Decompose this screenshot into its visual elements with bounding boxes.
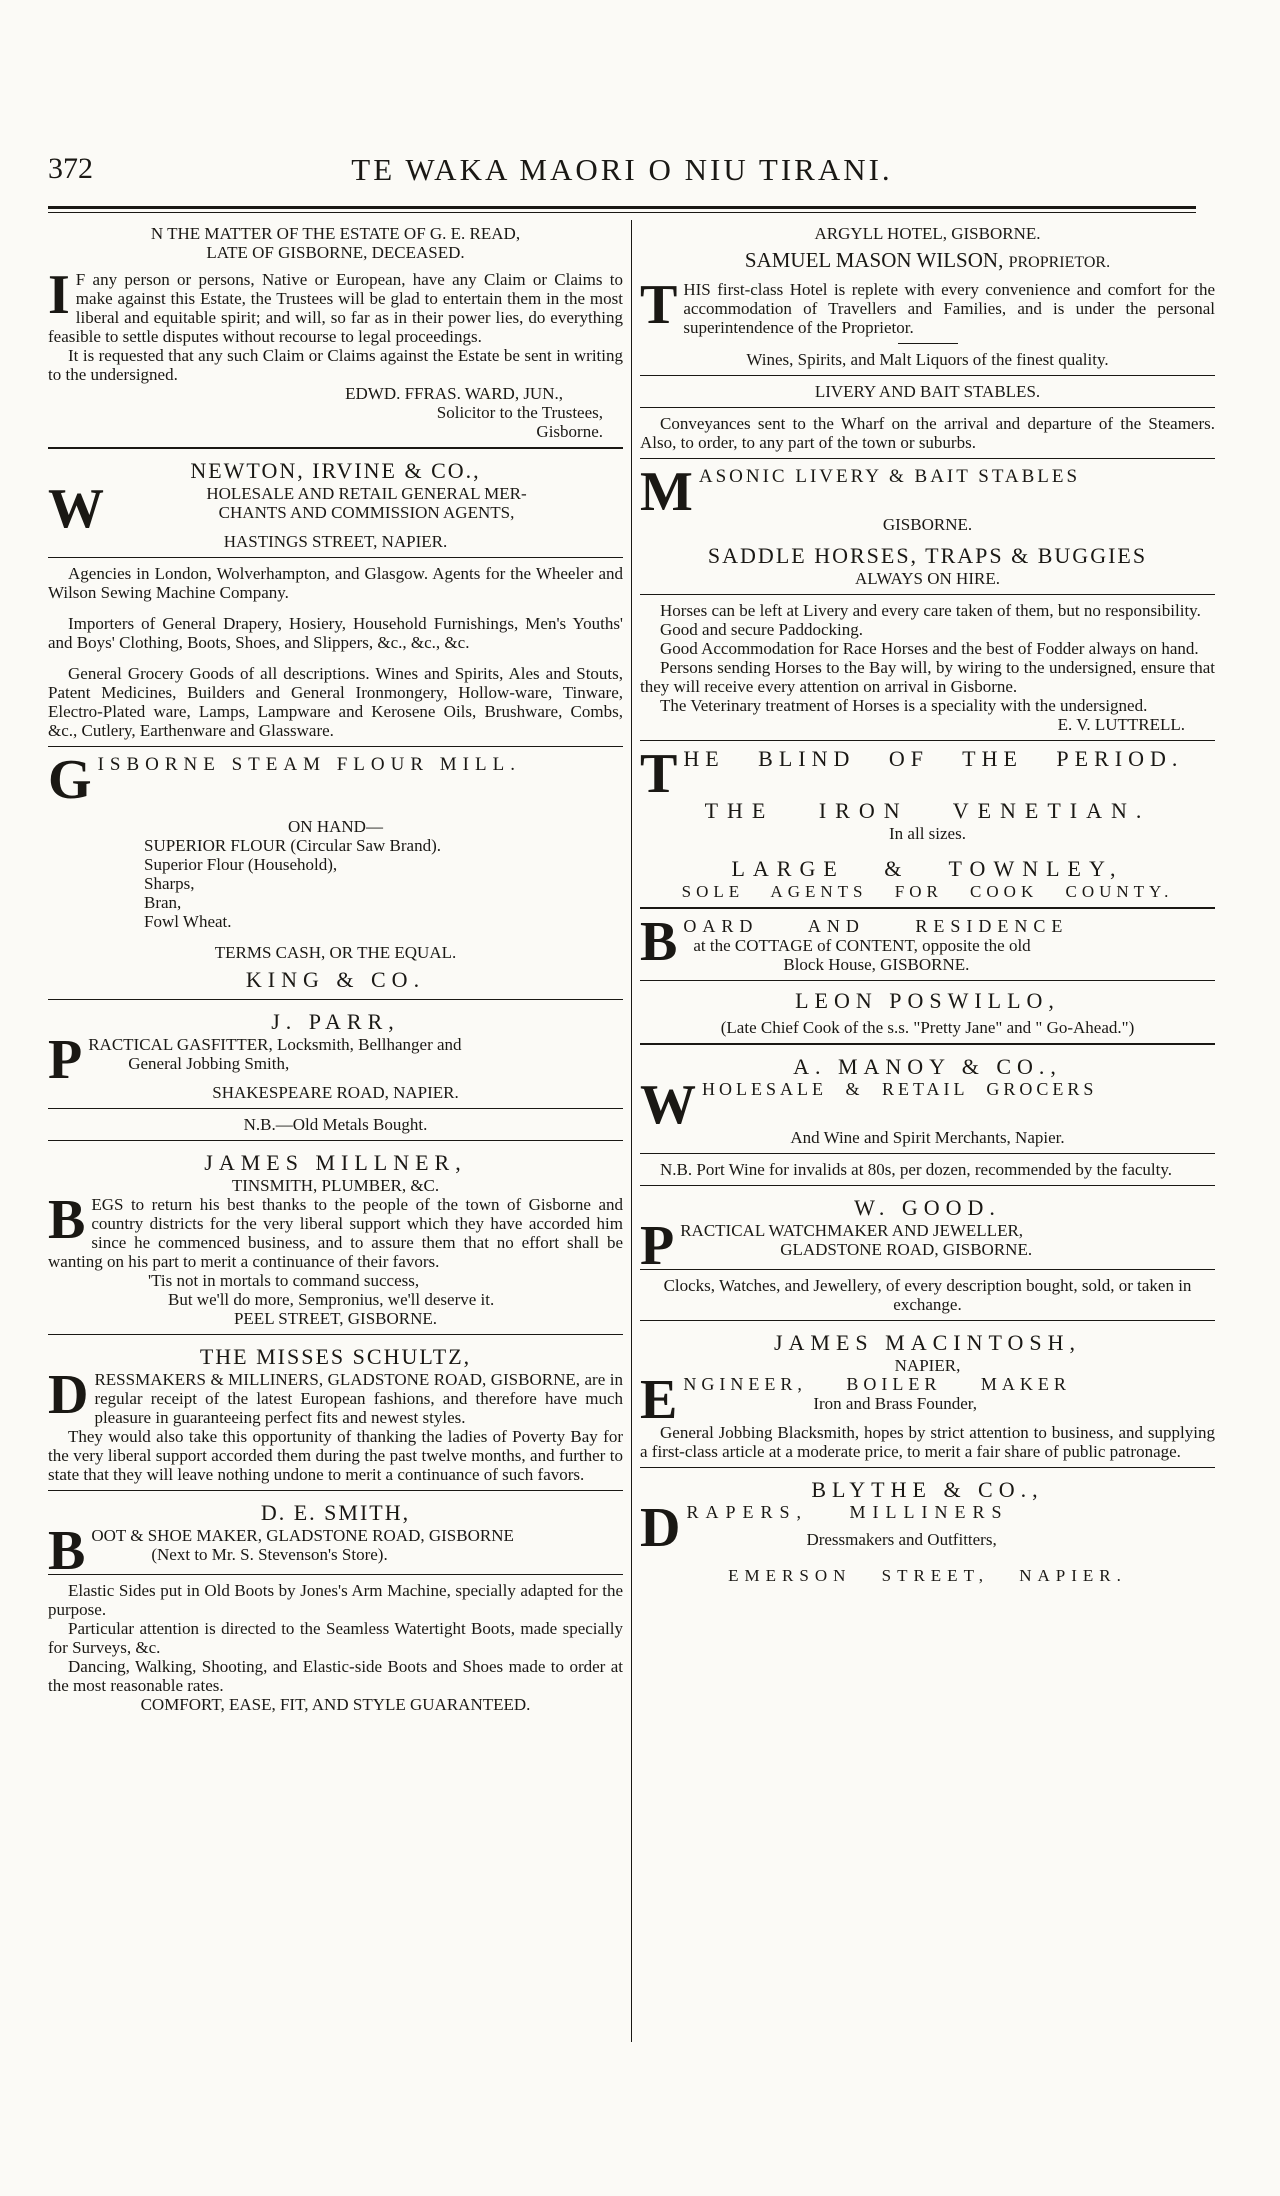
blind-drop-cap: T xyxy=(640,743,678,805)
good-line-1: RACTICAL WATCHMAKER AND JEWELLER, xyxy=(680,1221,1024,1240)
read-body: F any person or persons, Native or European, have any Claim or Claims to make against this Estate, the Trustees will be glad to entertain them in the most liberal and equitable spirit; and will, so far as in their power lies, do everything feasible to settle disputes without recourse to legal proceedings. xyxy=(48,270,623,346)
good-line-2: GLADSTONE ROAD, GISBORNE. xyxy=(780,1240,1033,1259)
ad-manoy xyxy=(640,1051,1215,1186)
masonic-heading: ASONIC LIVERY & BAIT STABLES xyxy=(698,466,1081,487)
argyll-drop-cap: T xyxy=(640,274,678,336)
divider xyxy=(48,557,623,558)
blind-sizes: In all sizes. xyxy=(889,824,966,843)
good-body: Clocks, Watches, and Jewellery, of every description bought, sold, or taken in exchange. xyxy=(663,1276,1192,1314)
divider xyxy=(48,1574,623,1575)
smith-motto: COMFORT, EASE, FIT, AND STYLE GUARANTEED. xyxy=(140,1695,531,1714)
argyll-prop-title: PROPRIETOR. xyxy=(1008,254,1111,271)
blind-firm: LARGE & TOWNLEY, xyxy=(731,856,1124,881)
ad-parr xyxy=(48,1006,623,1141)
parr-address: SHAKESPEARE ROAD, NAPIER. xyxy=(212,1083,459,1102)
blythe-drop-cap: D xyxy=(640,1497,681,1559)
millner-name: JAMES MILLNER, xyxy=(204,1150,467,1175)
ad-argyll-hotel xyxy=(640,222,1215,459)
header-rule xyxy=(48,206,1196,209)
flour-item: SUPERIOR FLOUR (Circular Saw Brand). xyxy=(144,836,442,855)
masonic-drop-cap: M xyxy=(640,461,693,523)
parr-drop-cap: P xyxy=(48,1029,83,1091)
ad-board-residence xyxy=(640,911,1215,1045)
blind-heading: HE BLIND OF THE PERIOD. xyxy=(683,746,1184,771)
argyll-proprietor: SAMUEL MASON WILSON, xyxy=(744,248,1004,272)
smith-line-2: (Next to Mr. S. Stevenson's Store). xyxy=(151,1545,388,1564)
manoy-note: N.B. Port Wine for invalids at 80s, per dozen, recommended by the faculty. xyxy=(660,1160,1173,1179)
newton-grocery: General Grocery Goods of all descriptions. Wines and Spirits, Ales and Stouts, Patent Medicines, Builders and General Ironmongery, Hollow-ware, Tinware, Electro-Plated ware, Lamps, Lampware and Kerosene Oils, Brushware, Combs, &c., Cutlery, Earthenware and Glassware. xyxy=(48,664,623,740)
newton-agencies: Agencies in London, Wolverhampton, and Glasgow. Agents for the Wheeler and Wilson Sewing Machine Company. xyxy=(48,564,623,602)
newton-line-1: HOLESALE AND RETAIL GENERAL MER- xyxy=(206,484,527,503)
manoy-drop-cap: W xyxy=(640,1074,696,1136)
flour-item: Superior Flour (Household), xyxy=(144,855,338,874)
newton-name: NEWTON, IRVINE & CO., xyxy=(190,458,481,483)
blythe-line-1: RAPERS, MILLINERS xyxy=(686,1502,1009,1522)
board-note: (Late Chief Cook of the s.s. "Pretty Jane" and " Go-Ahead.") xyxy=(720,1018,1135,1037)
millner-trade: TINSMITH, PLUMBER, &C. xyxy=(231,1176,440,1195)
divider xyxy=(898,343,958,344)
argyll-wines: Wines, Spirits, and Malt Liquors of the finest quality. xyxy=(746,350,1109,369)
flour-item: Sharps, xyxy=(144,874,195,893)
millner-quote-2: But we'll do more, Sempronius, we'll deserve it. xyxy=(168,1290,495,1309)
right-column xyxy=(640,222,1215,2042)
macintosh-line-1: NGINEER, BOILER MAKER xyxy=(683,1374,1071,1394)
good-drop-cap: P xyxy=(640,1215,675,1277)
flour-terms: TERMS CASH, OR THE EQUAL. xyxy=(214,943,457,962)
newton-line-2: CHANTS AND COMMISSION AGENTS, xyxy=(218,503,515,522)
parr-line-1: RACTICAL GASFITTER, Locksmith, Bellhanger and xyxy=(88,1035,462,1054)
flour-heading: ISBORNE STEAM FLOUR MILL. xyxy=(97,754,521,775)
page-number: 372 xyxy=(48,152,93,185)
ad-newton-irvine xyxy=(48,455,623,747)
newton-address: HASTINGS STREET, NAPIER. xyxy=(223,532,448,551)
ad-millner xyxy=(48,1147,623,1335)
flour-on-hand: ON HAND— xyxy=(288,817,383,836)
masonic-hire: ALWAYS ON HIRE. xyxy=(855,569,1000,588)
masonic-livery: Horses can be left at Livery and every care taken of them, but no responsibility. xyxy=(660,601,1201,620)
newton-drop-cap: W xyxy=(48,478,104,540)
divider xyxy=(640,375,1215,376)
masonic-wiring: Persons sending Horses to the Bay will, by wiring to the undersigned, ensure that they will receive every attention on arrival in Gisborne. xyxy=(640,658,1215,696)
smith-watertight: Particular attention is directed to the Seamless Watertight Boots, made specially for Surveys, &c. xyxy=(48,1619,623,1657)
manoy-line-2: And Wine and Spirit Merchants, Napier. xyxy=(790,1128,1065,1147)
read-signature: EDWD. FFRAS. WARD, JUN., xyxy=(345,384,563,403)
macintosh-body: General Jobbing Blacksmith, hopes by strict attention to business, and supplying a first-class article at a moderate price, to merit a fair share of public patronage. xyxy=(640,1423,1215,1461)
macintosh-drop-cap: E xyxy=(640,1369,678,1431)
ad-iron-venetian xyxy=(640,743,1215,909)
blythe-address: EMERSON STREET, NAPIER. xyxy=(728,1566,1127,1585)
board-drop-cap: B xyxy=(640,911,678,973)
ad-macintosh xyxy=(640,1327,1215,1468)
flour-item: Bran, xyxy=(144,893,182,912)
smith-elastic: Elastic Sides put in Old Boots by Jones's Arm Machine, specially adapted for the purpose. xyxy=(48,1581,623,1619)
schultz-body-2: They would also take this opportunity of thanking the ladies of Poverty Bay for the very liberal support accorded them during the past twelve months, and further to state that they will leave nothing undone to merit a continuance of such favors. xyxy=(48,1427,623,1484)
blythe-name: BLYTHE & CO., xyxy=(811,1477,1044,1502)
masonic-place: GISBORNE. xyxy=(882,515,973,534)
parr-note: N.B.—Old Metals Bought. xyxy=(243,1115,428,1134)
millner-address: PEEL STREET, GISBORNE. xyxy=(233,1309,438,1328)
masonic-race-horses: Good Accommodation for Race Horses and the best of Fodder always on hand. xyxy=(660,639,1199,658)
divider xyxy=(640,980,1215,981)
parr-name: J. PARR, xyxy=(271,1009,400,1034)
schultz-body: RESSMAKERS & MILLINERS, GLADSTONE ROAD, GISBORNE, are in regular receipt of the latest European fashions, and therefore have much pleasure in guaranteeing perfect fits and newest styles. xyxy=(94,1370,623,1427)
macintosh-name: JAMES MACINTOSH, xyxy=(773,1330,1082,1355)
flour-firm: KING & CO. xyxy=(245,967,426,992)
macintosh-place: NAPIER, xyxy=(894,1356,961,1375)
divider xyxy=(640,1153,1215,1154)
read-drop-cap: I xyxy=(48,264,70,326)
page-header xyxy=(48,152,1196,194)
smith-name: D. E. SMITH, xyxy=(260,1500,411,1525)
millner-body: EGS to return his best thanks to the people of the town of Gisborne and country districts for the very liberal support which they have accorded him since he commenced business, and to assure them that no effort shall be wanting on his part to merit a continuance of their favors. xyxy=(48,1195,623,1271)
ad-masonic-stables xyxy=(640,461,1215,741)
masonic-signature: E. V. LUTTRELL. xyxy=(1057,715,1185,734)
page-title: TE WAKA MAORI O NIU TIRANI. xyxy=(351,152,893,187)
manoy-name: A. MANOY & CO., xyxy=(793,1054,1062,1079)
blythe-line-2: Dressmakers and Outfitters, xyxy=(806,1530,997,1549)
divider xyxy=(640,407,1215,408)
argyll-heading: ARGYLL HOTEL, GISBORNE. xyxy=(814,224,1041,243)
read-solicitor: Solicitor to the Trustees, xyxy=(436,403,603,422)
argyll-conveyances: Conveyances sent to the Wharf on the arrival and departure of the Steamers. Also, to order, to any part of the town or suburbs. xyxy=(640,414,1215,452)
parr-line-2: General Jobbing Smith, xyxy=(128,1054,290,1073)
good-name: W. GOOD. xyxy=(854,1195,1001,1220)
schultz-drop-cap: D xyxy=(48,1364,89,1426)
ad-read-estate xyxy=(48,222,623,449)
board-heading: OARD AND RESIDENCE xyxy=(683,916,1069,936)
read-heading-1: N THE MATTER OF THE ESTATE OF G. E. READ, xyxy=(150,224,521,243)
manoy-line-1: HOLESALE & RETAIL GROCERS xyxy=(702,1079,1098,1099)
millner-quote-1: 'Tis not in mortals to command success, xyxy=(148,1271,420,1290)
newton-importers: Importers of General Drapery, Hosiery, Household Furnishings, Men's Youths' and Boys' Clothing, Boots, Shoes, and Slippers, &c., &c., &c. xyxy=(48,614,623,652)
left-column xyxy=(48,222,623,2042)
ad-blythe xyxy=(640,1474,1215,1591)
divider xyxy=(48,1108,623,1109)
smith-dancing: Dancing, Walking, Shooting, and Elastic-side Boots and Shoes made to order at the most reasonable rates. xyxy=(48,1657,623,1695)
header-rule-thin xyxy=(48,212,1196,213)
read-place: Gisborne. xyxy=(536,422,603,441)
masonic-saddle: SADDLE HORSES, TRAPS & BUGGIES xyxy=(707,543,1148,568)
board-line-1: at the COTTAGE of CONTENT, opposite the old xyxy=(693,936,1031,955)
ad-flour-mill xyxy=(48,749,623,1000)
divider xyxy=(640,594,1215,595)
ad-good xyxy=(640,1192,1215,1321)
flour-drop-cap: G xyxy=(48,749,92,811)
millner-drop-cap: B xyxy=(48,1189,86,1251)
argyll-stables: LIVERY AND BAIT STABLES. xyxy=(814,382,1041,401)
column-divider xyxy=(631,220,632,2042)
schultz-name: THE MISSES SCHULTZ, xyxy=(199,1344,472,1369)
divider xyxy=(640,1269,1215,1270)
blind-iron: THE IRON VENETIAN. xyxy=(704,798,1151,823)
read-body-2: It is requested that any such Claim or Claims against the Estate be sent in writing to the undersigned. xyxy=(48,346,623,384)
blind-agents: SOLE AGENTS FOR COOK COUNTY. xyxy=(681,882,1174,901)
smith-drop-cap: B xyxy=(48,1520,86,1582)
macintosh-line-2: Iron and Brass Founder, xyxy=(813,1394,977,1413)
ad-schultz xyxy=(48,1341,623,1491)
masonic-paddock: Good and secure Paddocking. xyxy=(660,620,864,639)
board-line-2: Block House, GISBORNE. xyxy=(783,955,970,974)
read-heading-2: LATE OF GISBORNE, DECEASED. xyxy=(206,243,465,262)
masonic-veterinary: The Veterinary treatment of Horses is a speciality with the undersigned. xyxy=(660,696,1148,715)
ad-smith xyxy=(48,1497,623,1720)
flour-item: Fowl Wheat. xyxy=(144,912,232,931)
board-name: LEON POSWILLO, xyxy=(795,988,1060,1013)
argyll-body: HIS first-class Hotel is replete with every convenience and comfort for the accommodation of Travellers and Families, and is under the personal superintendence of the Proprietor. xyxy=(683,280,1215,337)
smith-line-1: OOT & SHOE MAKER, GLADSTONE ROAD, GISBORNE xyxy=(91,1526,514,1545)
